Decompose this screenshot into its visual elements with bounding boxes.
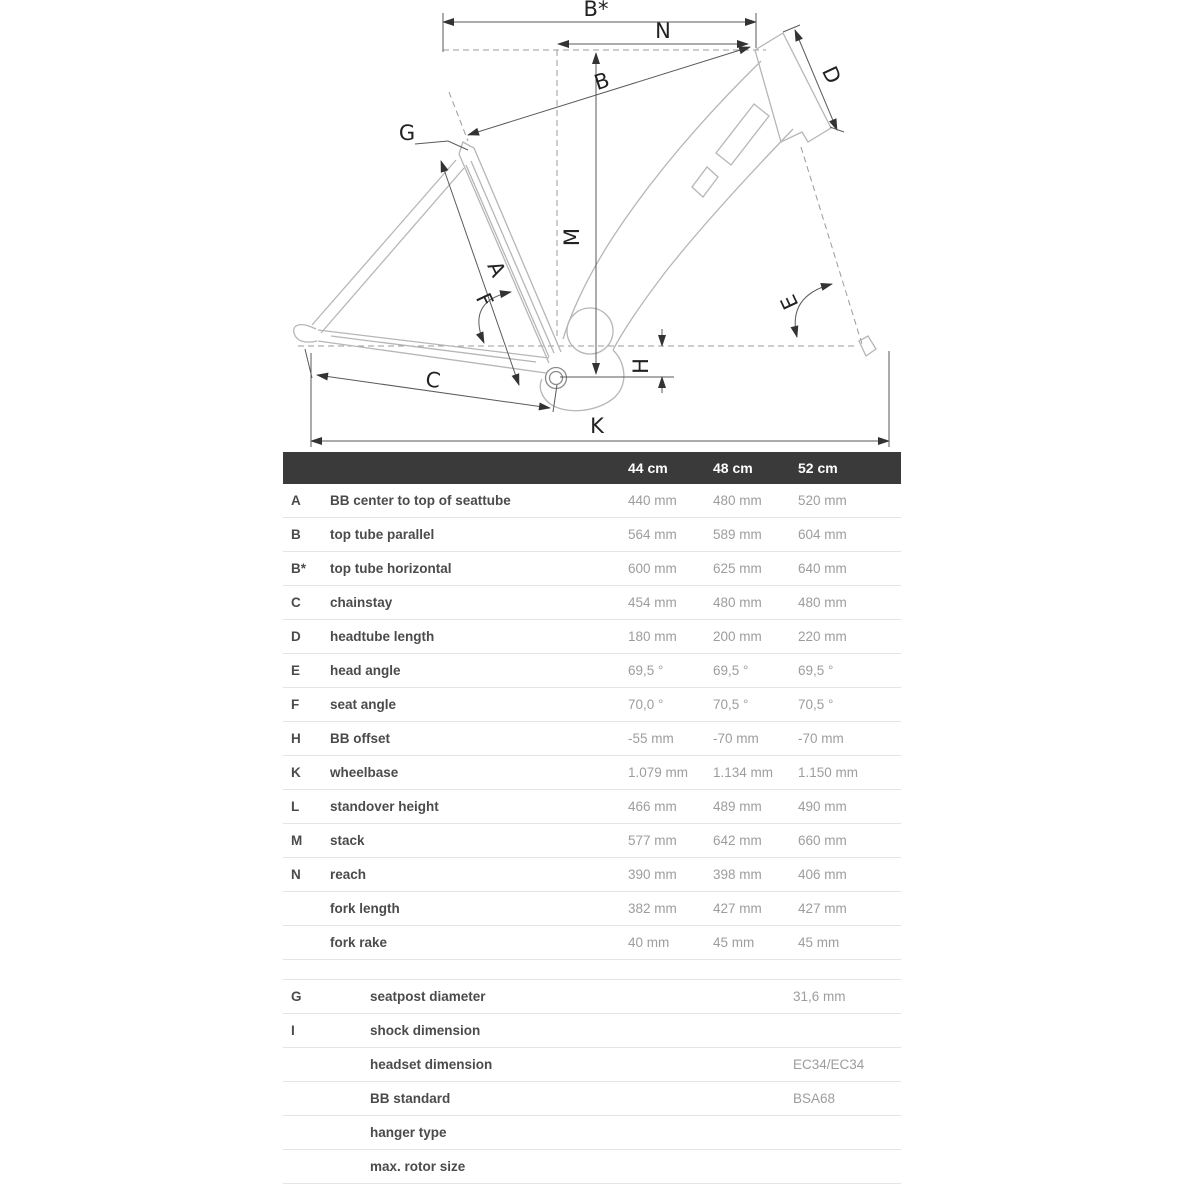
chainstay-seam: [331, 336, 536, 362]
geo-value-cell: 398 mm: [713, 867, 762, 882]
geo-key-cell: K: [291, 765, 301, 780]
geo-value-cell: 390 mm: [628, 867, 677, 882]
geo-value-cell: 440 mm: [628, 493, 677, 508]
seat-tube-right-edge: [474, 148, 561, 352]
geo-key-cell: E: [291, 663, 301, 678]
table-row: [283, 790, 901, 824]
table-row: [283, 1082, 901, 1116]
dim-label-bstar: B*: [583, 0, 609, 21]
table-row: [283, 858, 901, 892]
geo-value-cell: 577 mm: [628, 833, 677, 848]
geo-value-cell: 480 mm: [798, 595, 847, 610]
seat-tube-inner-seam-2: [471, 161, 554, 353]
dim-label-c: C: [424, 367, 442, 393]
geo-value-cell: 31,6 mm: [793, 989, 846, 1004]
table-row: [283, 926, 901, 960]
bottom-bracket-inner: [550, 372, 563, 385]
seatstay-outer-edge: [312, 160, 456, 325]
frame-outline: [294, 33, 876, 411]
geo-value-cell: 625 mm: [713, 561, 762, 576]
geo-value-cell: 70,0 °: [628, 697, 664, 712]
seat-axis-dashed-line: [449, 92, 468, 141]
table-row: [283, 552, 901, 586]
dim-label-g: G: [398, 121, 416, 145]
geo-label-cell: standover height: [330, 799, 439, 814]
geo-label-cell: reach: [330, 867, 367, 882]
dim-label-n: N: [655, 19, 671, 43]
rear-dropout-hook: [294, 325, 317, 343]
geo-value-cell: 480 mm: [713, 493, 762, 508]
dimension-labels: [399, 0, 846, 438]
geo-value-cell: 70,5 °: [713, 697, 749, 712]
geo-value-cell: 660 mm: [798, 833, 847, 848]
geo-value-cell: 454 mm: [628, 595, 677, 610]
table-row: [283, 722, 901, 756]
seat-tube-top-cap: [459, 142, 474, 154]
geometry-table-header: [283, 452, 901, 484]
geo-key-cell: A: [291, 493, 301, 508]
geo-label-cell: BB standard: [370, 1091, 451, 1106]
table-row: [283, 824, 901, 858]
geo-value-cell: 1.134 mm: [713, 765, 774, 780]
geo-value-cell: EC34/EC34: [793, 1057, 865, 1072]
header-size-44: 44 cm: [628, 460, 668, 476]
geo-label-cell: BB offset: [330, 731, 390, 746]
geo-value-cell: 427 mm: [713, 901, 762, 916]
geo-label-cell: top tube parallel: [330, 527, 435, 542]
geo-value-cell: 220 mm: [798, 629, 847, 644]
geo-value-cell: 69,5 °: [798, 663, 834, 678]
geo-label-cell: fork rake: [330, 935, 388, 950]
table-row: [283, 980, 901, 1014]
dim-label-b: B: [591, 67, 613, 95]
geo-key-cell: G: [291, 989, 302, 1004]
dim-tick-d-top: [783, 25, 800, 32]
seat-tube-inner-seam-1: [466, 165, 549, 357]
geo-value-cell: 45 mm: [713, 935, 755, 950]
geo-value-cell: 642 mm: [713, 833, 762, 848]
geo-label-cell: chainstay: [330, 595, 393, 610]
geo-key-cell: N: [291, 867, 301, 882]
content-column: [283, 0, 901, 1184]
geo-label-cell: seat angle: [330, 697, 397, 712]
geo-key-cell: B*: [291, 561, 307, 576]
geo-value-cell: 70,5 °: [798, 697, 834, 712]
geo-value-cell: 40 mm: [628, 935, 670, 950]
down-tube-upper-edge: [563, 61, 761, 339]
geo-value-cell: 480 mm: [713, 595, 762, 610]
down-tube-lower-edge: [613, 129, 793, 350]
chainstay-upper-edge: [318, 330, 549, 358]
geo-value-cell: 382 mm: [628, 901, 677, 916]
frame-cutout-round: [567, 308, 613, 354]
geo-value-cell: 180 mm: [628, 629, 677, 644]
geo-value-cell: -70 mm: [798, 731, 844, 746]
steering-axis-dashed-line: [801, 147, 862, 344]
motor-lobe: [540, 350, 624, 411]
dim-label-h: H: [629, 358, 653, 374]
geo-label-cell: headset dimension: [370, 1057, 493, 1072]
geo-value-cell: 489 mm: [713, 799, 762, 814]
geo-value-cell: 564 mm: [628, 527, 677, 542]
geometry-table: [283, 452, 901, 1184]
table-row: [283, 1048, 901, 1082]
geo-value-cell: 1.079 mm: [628, 765, 689, 780]
geo-label-cell: max. rotor size: [370, 1159, 466, 1174]
bottom-bracket-outer: [546, 368, 567, 389]
geo-label-cell: top tube horizontal: [330, 561, 452, 576]
table-row: [283, 1014, 901, 1048]
seatstay-inner-edge: [321, 168, 464, 333]
geo-key-cell: B: [291, 527, 301, 542]
geo-value-cell: 466 mm: [628, 799, 677, 814]
dim-label-k: K: [590, 414, 604, 438]
leader-line-g: [415, 141, 468, 150]
geo-value-cell: 1.150 mm: [798, 765, 859, 780]
geo-key-cell: F: [291, 697, 300, 712]
geo-value-cell: 69,5 °: [713, 663, 749, 678]
dim-label-f: F: [470, 289, 498, 311]
dim-tick-d-bottom: [830, 127, 844, 132]
table-row: [283, 1116, 901, 1150]
table-row: [283, 756, 901, 790]
header-size-48: 48 cm: [713, 460, 753, 476]
geo-value-cell: BSA68: [793, 1091, 836, 1106]
geo-value-cell: -55 mm: [628, 731, 674, 746]
header-size-52: 52 cm: [798, 460, 838, 476]
table-row: [283, 1150, 901, 1184]
dim-label-a: A: [482, 257, 511, 281]
geo-value-cell: 520 mm: [798, 493, 847, 508]
dim-label-m: M: [560, 227, 584, 247]
geo-label-cell: stack: [330, 833, 365, 848]
table-row: [283, 518, 901, 552]
geo-label-cell: wheelbase: [330, 765, 399, 780]
geo-key-cell: H: [291, 731, 301, 746]
geo-label-cell: head angle: [330, 663, 401, 678]
frame-cutout-upper: [716, 104, 769, 165]
geo-value-cell: 45 mm: [798, 935, 840, 950]
geo-value-cell: 589 mm: [713, 527, 762, 542]
geo-value-cell: 427 mm: [798, 901, 847, 916]
geo-value-cell: 600 mm: [628, 561, 677, 576]
geo-value-cell: 490 mm: [798, 799, 847, 814]
dim-label-d: D: [817, 62, 846, 88]
geo-key-cell: I: [291, 1023, 295, 1038]
geo-key-cell: L: [291, 799, 300, 814]
geo-value-cell: 69,5 °: [628, 663, 664, 678]
table-row: [283, 654, 901, 688]
geo-key-cell: M: [291, 833, 303, 848]
geo-label-cell: BB center to top of seattube: [330, 493, 511, 508]
geo-value-cell: 406 mm: [798, 867, 847, 882]
frame-cutout-mid: [692, 167, 718, 197]
geo-value-cell: 640 mm: [798, 561, 847, 576]
dim-label-e: E: [775, 290, 804, 314]
geo-label-cell: hanger type: [370, 1125, 447, 1140]
dim-arc-e: [795, 284, 832, 337]
geo-key-cell: D: [291, 629, 301, 644]
geometry-table-extra-section: [283, 979, 901, 1184]
geo-label-cell: fork length: [330, 901, 400, 916]
geo-value-cell: -70 mm: [713, 731, 759, 746]
geo-label-cell: shock dimension: [370, 1023, 481, 1038]
table-row: [283, 586, 901, 620]
geo-key-cell: C: [291, 595, 301, 610]
table-row: [283, 688, 901, 722]
table-row: [283, 484, 901, 518]
geo-label-cell: seatpost diameter: [370, 989, 486, 1004]
table-row: [283, 892, 901, 926]
geo-label-cell: headtube length: [330, 629, 435, 644]
geo-value-cell: 604 mm: [798, 527, 847, 542]
frame-geometry-diagram: [283, 0, 901, 452]
table-row: [283, 620, 901, 654]
geometry-svg: [283, 0, 901, 452]
front-dropout-hook: [859, 336, 876, 356]
geo-value-cell: 200 mm: [713, 629, 762, 644]
